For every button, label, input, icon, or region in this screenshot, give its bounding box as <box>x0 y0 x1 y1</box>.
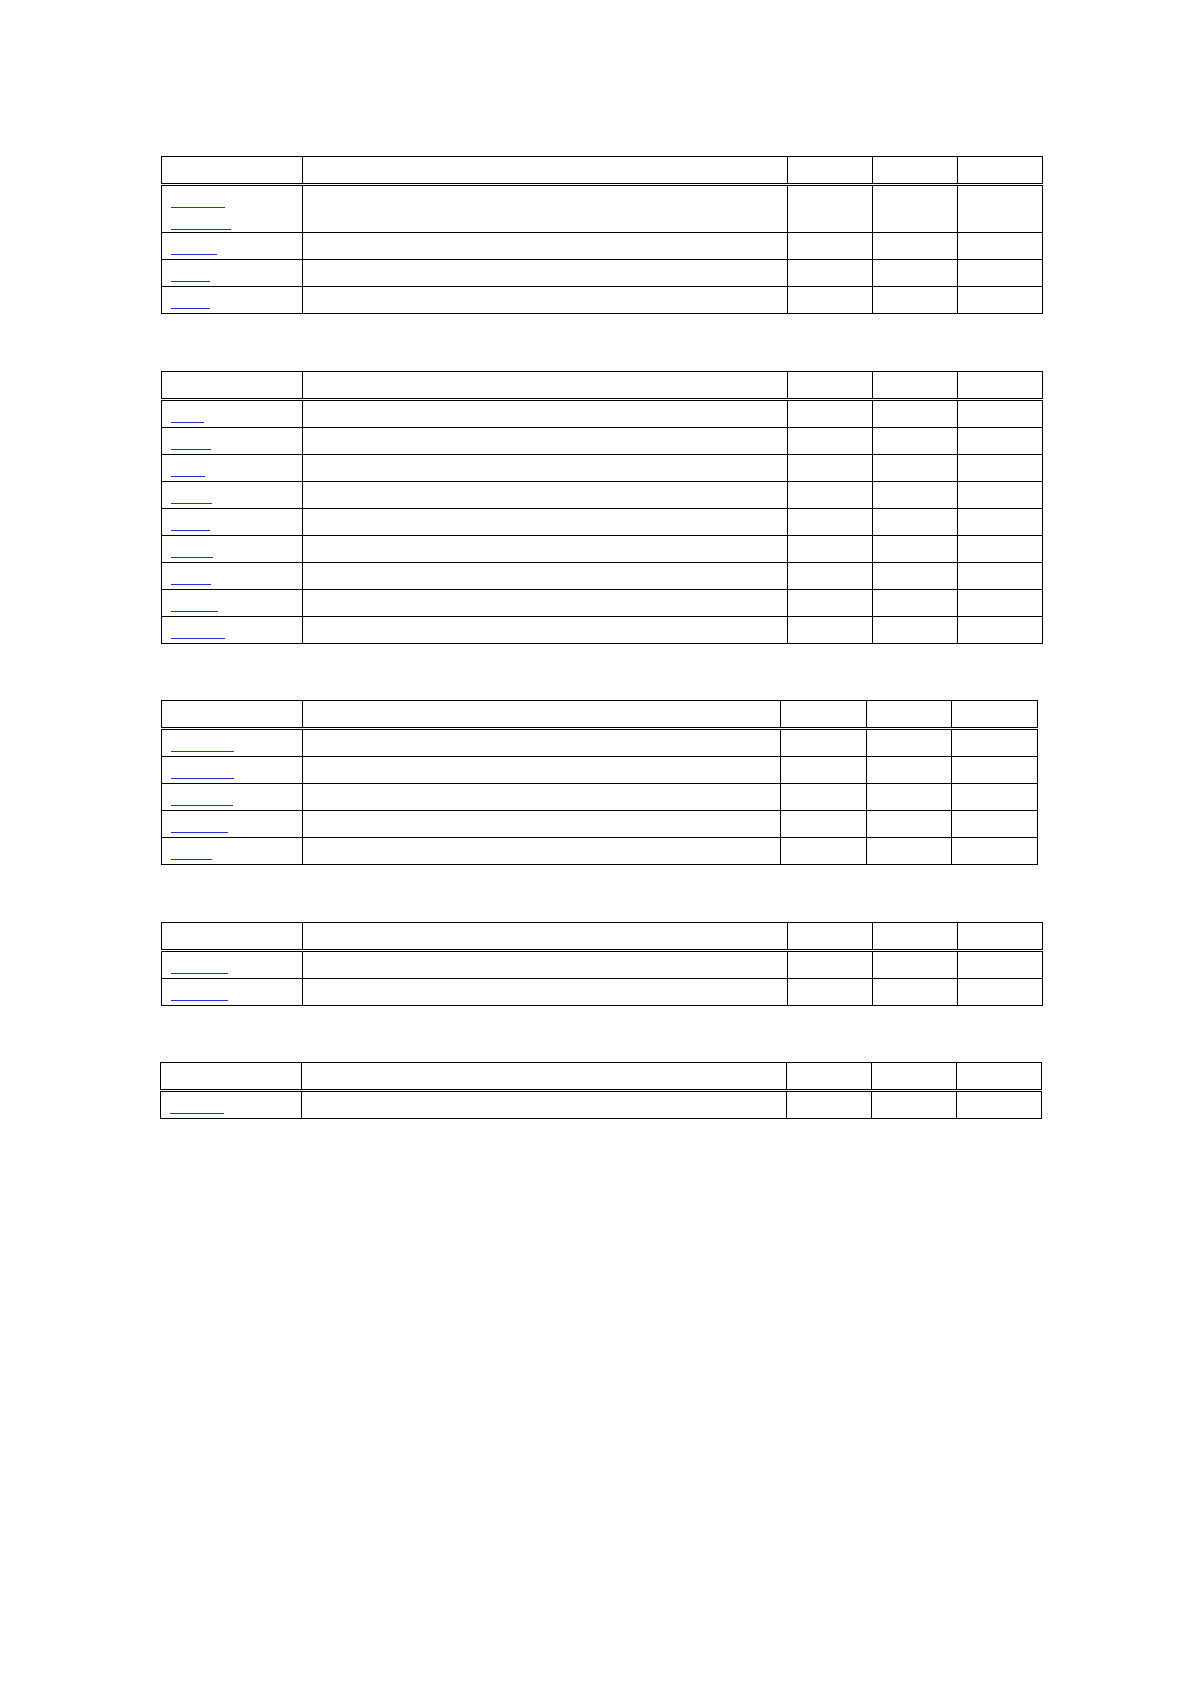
value-cell <box>952 729 1038 757</box>
value-cell <box>873 482 958 509</box>
link[interactable] <box>171 751 234 752</box>
link[interactable] <box>171 476 205 477</box>
link-cell[interactable] <box>162 729 303 757</box>
link[interactable] <box>170 1113 224 1114</box>
value-cell <box>873 400 958 428</box>
value-cell <box>872 1091 957 1119</box>
header-cell-4 <box>872 1063 957 1091</box>
link[interactable] <box>171 530 210 531</box>
value-cell <box>958 428 1043 455</box>
header-cell-3 <box>787 1063 872 1091</box>
header-cell-4 <box>867 701 952 729</box>
description-cell <box>303 536 788 563</box>
header-cell-1 <box>162 372 303 400</box>
table-row <box>162 455 1043 482</box>
table-row <box>162 428 1043 455</box>
value-cell <box>788 428 873 455</box>
link-cell[interactable] <box>162 287 303 314</box>
table-row <box>162 590 1043 617</box>
link[interactable] <box>171 422 204 423</box>
description-cell <box>303 729 781 757</box>
value-cell <box>873 233 958 260</box>
value-cell <box>873 536 958 563</box>
value-cell <box>788 979 873 1006</box>
value-cell <box>788 233 873 260</box>
link[interactable] <box>171 611 218 612</box>
value-cell <box>958 590 1043 617</box>
description-cell <box>303 428 788 455</box>
link[interactable] <box>171 503 212 504</box>
value-cell <box>867 838 952 865</box>
value-cell <box>788 951 873 979</box>
description-cell <box>303 509 788 536</box>
description-cell <box>303 617 788 644</box>
link[interactable] <box>171 207 225 208</box>
link[interactable] <box>171 778 234 779</box>
link-cell[interactable] <box>162 590 303 617</box>
value-cell <box>958 260 1043 287</box>
value-cell <box>867 729 952 757</box>
description-cell <box>303 951 788 979</box>
table-row <box>162 563 1043 590</box>
table-row <box>162 729 1038 757</box>
value-cell <box>873 509 958 536</box>
header-cell-5 <box>957 1063 1042 1091</box>
table-row <box>162 509 1043 536</box>
value-cell <box>873 979 958 1006</box>
link-cell[interactable] <box>162 400 303 428</box>
link[interactable] <box>171 584 211 585</box>
link-cell[interactable] <box>162 233 303 260</box>
table-row <box>162 287 1043 314</box>
value-cell <box>788 287 873 314</box>
value-cell <box>873 185 958 233</box>
value-cell <box>958 400 1043 428</box>
description-cell <box>303 979 788 1006</box>
value-cell <box>957 1091 1042 1119</box>
value-cell <box>873 563 958 590</box>
table-row <box>162 260 1043 287</box>
header-cell-2 <box>302 1063 787 1091</box>
link-cell[interactable] <box>162 455 303 482</box>
description-cell <box>303 811 781 838</box>
value-cell <box>788 482 873 509</box>
link-cell[interactable] <box>162 428 303 455</box>
link-cell[interactable] <box>162 951 303 979</box>
description-cell <box>303 400 788 428</box>
table-row <box>162 784 1038 811</box>
value-cell <box>788 400 873 428</box>
value-cell <box>958 563 1043 590</box>
value-cell <box>787 1091 872 1119</box>
value-cell <box>873 951 958 979</box>
link-cell[interactable] <box>162 757 303 784</box>
value-cell <box>958 617 1043 644</box>
value-cell <box>958 287 1043 314</box>
link-cell[interactable] <box>162 260 303 287</box>
value-cell <box>873 287 958 314</box>
value-cell <box>958 509 1043 536</box>
table-row <box>161 1091 1042 1119</box>
table-row <box>162 951 1043 979</box>
link[interactable] <box>171 254 217 255</box>
description-cell <box>303 590 788 617</box>
value-cell <box>788 617 873 644</box>
table-row <box>162 482 1043 509</box>
table-5 <box>160 1062 1042 1119</box>
link-cell[interactable] <box>162 979 303 1006</box>
link[interactable] <box>171 638 225 639</box>
link[interactable] <box>171 859 212 860</box>
link[interactable] <box>171 1000 228 1001</box>
value-cell <box>958 482 1043 509</box>
link-cell[interactable] <box>162 185 303 233</box>
header-cell-5 <box>958 372 1043 400</box>
value-cell <box>781 757 867 784</box>
table-row <box>162 838 1038 865</box>
value-cell <box>873 260 958 287</box>
table-row <box>162 185 1043 233</box>
value-cell <box>873 590 958 617</box>
value-cell <box>781 729 867 757</box>
header-cell-1 <box>162 923 303 951</box>
link-cell[interactable] <box>162 509 303 536</box>
description-cell <box>302 1091 787 1119</box>
value-cell <box>873 428 958 455</box>
header-cell-2 <box>303 372 788 400</box>
value-cell <box>788 455 873 482</box>
link[interactable] <box>171 308 210 309</box>
value-cell <box>788 185 873 233</box>
value-cell <box>788 590 873 617</box>
value-cell <box>788 260 873 287</box>
table-2 <box>161 371 1043 644</box>
description-cell <box>303 287 788 314</box>
link[interactable] <box>171 281 210 282</box>
link[interactable] <box>171 805 233 806</box>
description-cell <box>303 482 788 509</box>
table-row <box>162 617 1043 644</box>
table-3 <box>161 700 1038 865</box>
link[interactable] <box>171 973 228 974</box>
header-cell-2 <box>303 923 788 951</box>
link-cell[interactable] <box>162 617 303 644</box>
description-cell <box>303 757 781 784</box>
header-cell-1 <box>162 701 303 729</box>
link[interactable] <box>171 229 231 230</box>
value-cell <box>958 979 1043 1006</box>
value-cell <box>952 784 1038 811</box>
description-cell <box>303 784 781 811</box>
header-cell-3 <box>781 701 867 729</box>
value-cell <box>958 455 1043 482</box>
value-cell <box>781 838 867 865</box>
value-cell <box>788 509 873 536</box>
header-cell-4 <box>873 157 958 185</box>
header-cell-5 <box>958 157 1043 185</box>
value-cell <box>952 757 1038 784</box>
description-cell <box>303 455 788 482</box>
link-cell[interactable] <box>162 838 303 865</box>
value-cell <box>952 811 1038 838</box>
link-cell[interactable] <box>162 563 303 590</box>
table-header-row <box>162 701 1038 729</box>
value-cell <box>958 536 1043 563</box>
header-cell-4 <box>873 372 958 400</box>
link-cell[interactable] <box>162 536 303 563</box>
header-cell-1 <box>162 157 303 185</box>
header-cell-3 <box>788 372 873 400</box>
header-cell-5 <box>952 701 1038 729</box>
value-cell <box>867 784 952 811</box>
description-cell <box>303 233 788 260</box>
value-cell <box>873 617 958 644</box>
value-cell <box>958 233 1043 260</box>
value-cell <box>952 838 1038 865</box>
value-cell <box>958 185 1043 233</box>
link[interactable] <box>171 449 211 450</box>
table-row <box>162 811 1038 838</box>
header-cell-1 <box>161 1063 302 1091</box>
value-cell <box>958 951 1043 979</box>
header-cell-3 <box>788 923 873 951</box>
value-cell <box>781 811 867 838</box>
header-cell-2 <box>303 157 788 185</box>
value-cell <box>781 784 867 811</box>
table-row <box>162 536 1043 563</box>
link-cell[interactable] <box>162 482 303 509</box>
value-cell <box>788 563 873 590</box>
description-cell <box>303 563 788 590</box>
value-cell <box>867 757 952 784</box>
link-cell[interactable] <box>162 811 303 838</box>
header-cell-4 <box>873 923 958 951</box>
header-cell-2 <box>303 701 781 729</box>
table-row <box>162 233 1043 260</box>
table-row <box>162 757 1038 784</box>
table-1 <box>161 156 1043 314</box>
link-cell[interactable] <box>161 1091 302 1119</box>
table-4 <box>161 922 1043 1006</box>
description-cell <box>303 838 781 865</box>
table-row <box>162 400 1043 428</box>
value-cell <box>867 811 952 838</box>
link-cell[interactable] <box>162 784 303 811</box>
link[interactable] <box>171 557 213 558</box>
description-cell <box>303 260 788 287</box>
table-header-row <box>162 923 1043 951</box>
table-header-row <box>162 372 1043 400</box>
table-row <box>162 979 1043 1006</box>
link[interactable] <box>171 832 228 833</box>
header-cell-3 <box>788 157 873 185</box>
value-cell <box>873 455 958 482</box>
table-header-row <box>161 1063 1042 1091</box>
header-cell-5 <box>958 923 1043 951</box>
description-cell <box>303 185 788 233</box>
table-header-row <box>162 157 1043 185</box>
value-cell <box>788 536 873 563</box>
